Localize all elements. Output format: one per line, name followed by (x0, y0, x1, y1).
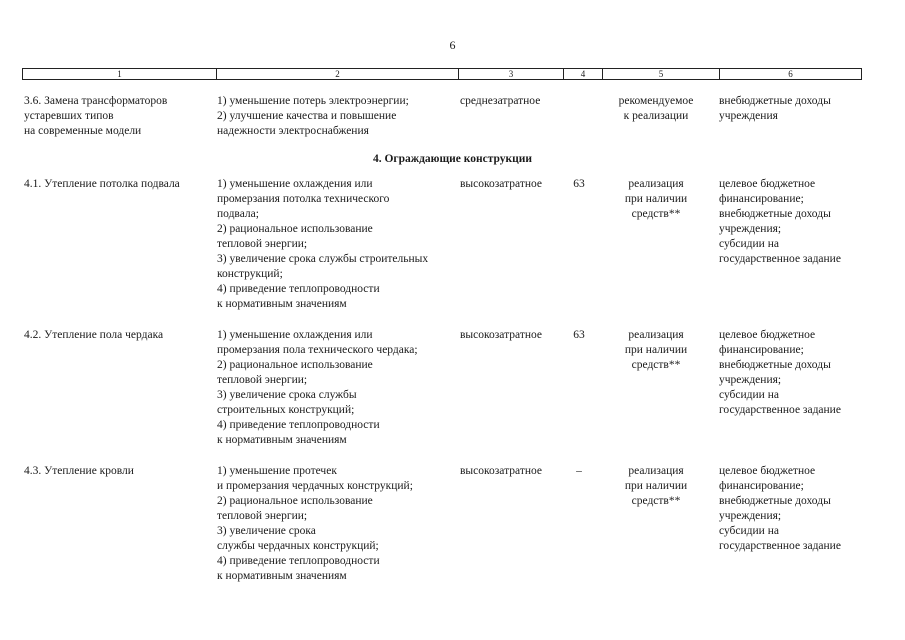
text-line: внебюджетные доходы (719, 495, 831, 507)
row-4-3-payback (563, 464, 595, 479)
text-line: 2) рациональное использование (217, 223, 373, 235)
text-line: государственное задание (719, 253, 841, 265)
row-4-1-recommendation (606, 177, 706, 222)
header-col-1: 1 (23, 69, 217, 79)
text-line: промерзания потолка технического (217, 193, 390, 205)
text-line: устаревших типов (24, 110, 114, 122)
text-line: 3.6. Замена трансформаторов (24, 95, 168, 107)
text-line: при наличии (624, 344, 688, 356)
text-line: среднезатратное (460, 95, 541, 107)
text-line: реализация (628, 329, 684, 341)
text-line: к нормативным значениям (217, 434, 347, 446)
text-line: при наличии (624, 480, 688, 492)
header-col-2: 2 (217, 69, 459, 79)
text-line: высокозатратное (460, 329, 543, 341)
text-line: тепловой энергии; (217, 374, 308, 386)
text-line: 1) уменьшение потерь электроэнергии; (217, 95, 409, 107)
text-line: средств** (631, 495, 681, 507)
row-4-2-payback (563, 328, 595, 343)
page-number: 6 (449, 38, 456, 52)
row-3-6-funding (719, 94, 869, 124)
text-line: высокозатратное (460, 178, 543, 190)
text-line: учреждения; (719, 223, 782, 235)
text-line: рекомендуемое (618, 95, 694, 107)
text-line: к нормативным значениям (217, 298, 347, 310)
text-line: внебюджетные доходы (719, 95, 831, 107)
text-line: 2) рациональное использование (217, 495, 373, 507)
row-3-6-effect (217, 94, 459, 139)
text-line: финансирование; (719, 344, 804, 356)
text-line: 2) рациональное использование (217, 359, 373, 371)
text-line: внебюджетные доходы (719, 208, 831, 220)
text-line: 3) увеличение срока службы (217, 389, 357, 401)
row-3-6-cost (460, 94, 564, 109)
text-line: целевое бюджетное (719, 329, 816, 341)
header-col-5: 5 (603, 69, 720, 79)
row-4-2-measure (24, 328, 214, 343)
row-4-3-effect (217, 464, 459, 584)
row-4-2-funding (719, 328, 869, 418)
text-line: 4) приведение теплопроводности (217, 555, 380, 567)
text-line: внебюджетные доходы (719, 359, 831, 371)
text-line: финансирование; (719, 480, 804, 492)
row-4-3-funding (719, 464, 869, 554)
text-line: финансирование; (719, 193, 804, 205)
text-line: тепловой энергии; (217, 238, 308, 250)
text-line: 4) приведение теплопроводности (217, 283, 380, 295)
row-3-6-measure (24, 94, 214, 139)
text-line: 4.3. Утепление кровли (24, 465, 134, 477)
text-line: – (576, 465, 582, 477)
text-line: реализация (628, 178, 684, 190)
text-line: учреждения (719, 110, 778, 122)
header-col-3: 3 (459, 69, 564, 79)
text-line: промерзания пола технического чердака; (217, 344, 418, 356)
text-line: надежности электроснабжения (217, 125, 369, 137)
row-3-6-recommendation (606, 94, 706, 124)
text-line: на современные модели (24, 125, 142, 137)
text-line: тепловой энергии; (217, 510, 308, 522)
text-line: субсидии на (719, 389, 779, 401)
row-4-2-recommendation (606, 328, 706, 373)
header-col-6: 6 (788, 69, 793, 79)
text-line: целевое бюджетное (719, 178, 816, 190)
text-line: средств** (631, 359, 681, 371)
row-4-2-effect (217, 328, 459, 448)
text-line: 1) уменьшение охлаждения или (217, 178, 373, 190)
table-header-row (22, 68, 862, 80)
text-line: субсидии на (719, 525, 779, 537)
text-line: конструкций; (217, 268, 283, 280)
text-line: реализация (628, 465, 684, 477)
text-line: 2) улучшение качества и повышение (217, 110, 397, 122)
text-line: целевое бюджетное (719, 465, 816, 477)
row-4-1-cost (460, 177, 564, 192)
row-4-3-measure (24, 464, 214, 479)
text-line: 63 (573, 329, 585, 341)
section-title: 4. Ограждающие конструкции (372, 153, 533, 165)
text-line: субсидии на (719, 238, 779, 250)
row-4-1-payback (563, 177, 595, 192)
text-line: службы чердачных конструкций; (217, 540, 379, 552)
row-4-1-funding (719, 177, 869, 267)
text-line: 4) приведение теплопроводности (217, 419, 380, 431)
text-line: 4.1. Утепление потолка подвала (24, 178, 180, 190)
text-line: строительных конструкций; (217, 404, 355, 416)
row-4-2-cost (460, 328, 564, 343)
text-line: 1) уменьшение протечек (217, 465, 337, 477)
text-line: средств** (631, 208, 681, 220)
text-line: высокозатратное (460, 465, 543, 477)
text-line: подвала; (217, 208, 259, 220)
text-line: и промерзания чердачных конструкций; (217, 480, 413, 492)
text-line: 4.2. Утепление пола чердака (24, 329, 164, 341)
text-line: 1) уменьшение охлаждения или (217, 329, 373, 341)
text-line: к реализации (623, 110, 689, 122)
text-line: при наличии (624, 193, 688, 205)
row-4-1-effect (217, 177, 459, 312)
text-line: государственное задание (719, 540, 841, 552)
row-4-1-measure (24, 177, 214, 192)
row-4-3-recommendation (606, 464, 706, 509)
text-line: учреждения; (719, 510, 782, 522)
text-line: учреждения; (719, 374, 782, 386)
text-line: государственное задание (719, 404, 841, 416)
text-line: 63 (573, 178, 585, 190)
row-4-3-cost (460, 464, 564, 479)
text-line: 3) увеличение срока службы строительных (217, 253, 429, 265)
text-line: 3) увеличение срока (217, 525, 316, 537)
header-col-4: 4 (564, 69, 603, 79)
text-line: к нормативным значениям (217, 570, 347, 582)
